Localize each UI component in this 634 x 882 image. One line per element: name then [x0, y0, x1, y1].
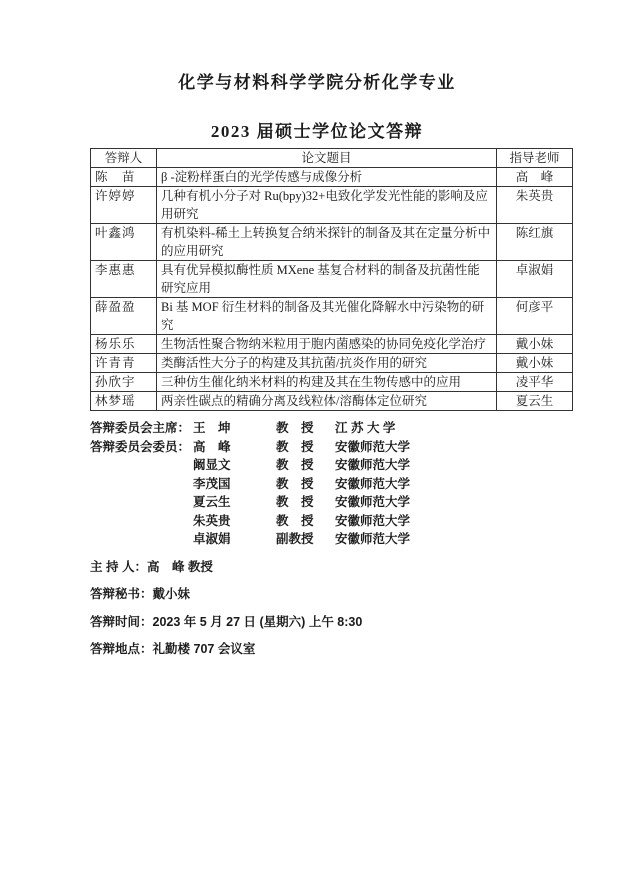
committee-member-affiliation: 安徽师范大学	[335, 458, 411, 472]
defense-table-head	[91, 149, 573, 168]
location-line	[90, 640, 634, 659]
committee-member-name: 阚显文	[193, 458, 231, 472]
advisor-name: 夏云生	[497, 392, 573, 411]
advisor-name: 何彦平	[497, 298, 573, 335]
thesis-title: 几种有机小分子对 Ru(bpy)32+电致化学发光性能的影响及应用研究	[157, 187, 497, 224]
committee-row	[90, 419, 634, 438]
committee-row	[90, 512, 634, 531]
thesis-title: 类酶活性大分子的构建及其抗菌/抗炎作用的研究	[157, 354, 497, 373]
committee-row	[90, 456, 634, 475]
secretary-line	[90, 585, 634, 604]
committee-role-label	[90, 456, 193, 475]
committee-role-label: 答辩委员会委员：	[90, 439, 191, 454]
document-title: 化学与材料科学学院分析化学专业	[178, 73, 456, 92]
committee-member-name: 李茂国	[193, 476, 231, 491]
secretary-value: 戴小妹	[152, 587, 191, 601]
time-label: 答辩时间：	[90, 614, 153, 629]
committee-member-affiliation: 安徽师范大学	[335, 513, 411, 528]
table-row	[91, 261, 573, 298]
advisor-name: 朱英贵	[497, 187, 573, 224]
time-line	[90, 613, 634, 632]
committee-member-affiliation: 安徽师范大学	[335, 476, 411, 491]
thesis-title: 有机染料-稀土上转换复合纳米探针的制备及其在定量分析中的应用研究	[157, 224, 497, 261]
location-label: 答辩地点：	[90, 642, 153, 656]
defender-name: 许婷婷	[91, 187, 157, 224]
committee-member-rank: 教 授	[276, 495, 314, 509]
thesis-title: 具有优异模拟酶性质 MXene 基复合材料的制备及抗菌性能研究应用	[157, 261, 497, 298]
table-row	[91, 392, 573, 411]
committee-member-name: 卓淑娟	[193, 532, 231, 546]
table-row	[91, 224, 573, 261]
committee-role-label	[90, 530, 193, 549]
committee-member-name: 王 坤	[193, 421, 231, 435]
header-thesis-title: 论文题目	[157, 149, 497, 168]
header-advisor: 指导老师	[497, 149, 573, 168]
header-defender: 答辩人	[91, 149, 157, 168]
committee-member-rank: 教 授	[276, 458, 314, 472]
table-row	[91, 354, 573, 373]
committee-row	[90, 438, 634, 457]
secretary-label: 答辩秘书：	[90, 587, 153, 601]
defender-name: 林梦瑶	[91, 392, 157, 411]
advisor-name: 戴小妹	[497, 335, 573, 354]
defense-table	[90, 148, 573, 411]
table-row	[91, 373, 573, 392]
advisor-name: 凌平华	[497, 373, 573, 392]
committee-member-rank: 教 授	[276, 421, 314, 435]
committee-role-label: 答辩委员会主席：	[90, 421, 191, 435]
thesis-title: β -淀粉样蛋白的光学传感与成像分析	[157, 168, 497, 187]
defender-name: 许青青	[91, 354, 157, 373]
defender-name: 孙欣宇	[91, 373, 157, 392]
host-value: 高 峰 教授	[146, 559, 213, 574]
defender-name: 叶鑫鸿	[91, 224, 157, 261]
committee-section	[90, 419, 634, 549]
committee-role-label	[90, 493, 193, 512]
defender-name: 陈 苗	[91, 168, 157, 187]
committee-member-rank: 副教授	[276, 532, 314, 546]
defender-name: 薛盈盈	[91, 298, 157, 335]
info-section	[90, 558, 634, 659]
thesis-title: 三种仿生催化纳米材料的构建及其在生物传感中的应用	[157, 373, 497, 392]
committee-member-name: 高 峰	[193, 439, 231, 454]
location-value: 礼勤楼 707 会议室	[152, 642, 256, 656]
advisor-name: 高 峰	[497, 168, 573, 187]
advisor-name: 卓淑娟	[497, 261, 573, 298]
defender-name: 李惠惠	[91, 261, 157, 298]
thesis-title: Bi 基 MOF 衍生材料的制备及其光催化降解水中污染物的研究	[157, 298, 497, 335]
table-row	[91, 168, 573, 187]
committee-member-rank: 教 授	[276, 513, 314, 528]
committee-member-rank: 教 授	[276, 439, 314, 454]
committee-member-name: 夏云生	[193, 495, 231, 509]
host-line	[90, 558, 634, 577]
committee-member-affiliation: 安徽师范大学	[335, 439, 411, 454]
thesis-title: 生物活性聚合物纳米粒用于胞内菌感染的协同免疫化学治疗	[157, 335, 497, 354]
defense-table-header-row	[91, 149, 573, 168]
committee-member-name: 朱英贵	[193, 513, 231, 528]
advisor-name: 陈红旗	[497, 224, 573, 261]
table-row	[91, 335, 573, 354]
table-row	[91, 298, 573, 335]
committee-member-affiliation: 安徽师范大学	[335, 495, 411, 509]
committee-row	[90, 530, 634, 549]
committee-row	[90, 493, 634, 512]
time-value: 2023 年 5 月 27 日 (星期六) 上午 8:30	[152, 614, 363, 629]
thesis-title: 两亲性碳点的精确分离及线粒体/溶酶体定位研究	[157, 392, 497, 411]
table-row	[91, 187, 573, 224]
committee-row	[90, 475, 634, 494]
committee-member-affiliation: 江 苏 大 学	[335, 421, 396, 435]
committee-role-label	[90, 475, 193, 494]
host-label: 主 持 人：	[90, 559, 147, 574]
committee-member-affiliation: 安徽师范大学	[335, 532, 411, 546]
defense-table-body	[91, 168, 573, 411]
committee-role-label	[90, 512, 193, 531]
committee-member-rank: 教 授	[276, 476, 314, 491]
advisor-name: 戴小妹	[497, 354, 573, 373]
defender-name: 杨乐乐	[91, 335, 157, 354]
document-subtitle: 2023 届硕士学位论文答辩	[210, 122, 424, 141]
